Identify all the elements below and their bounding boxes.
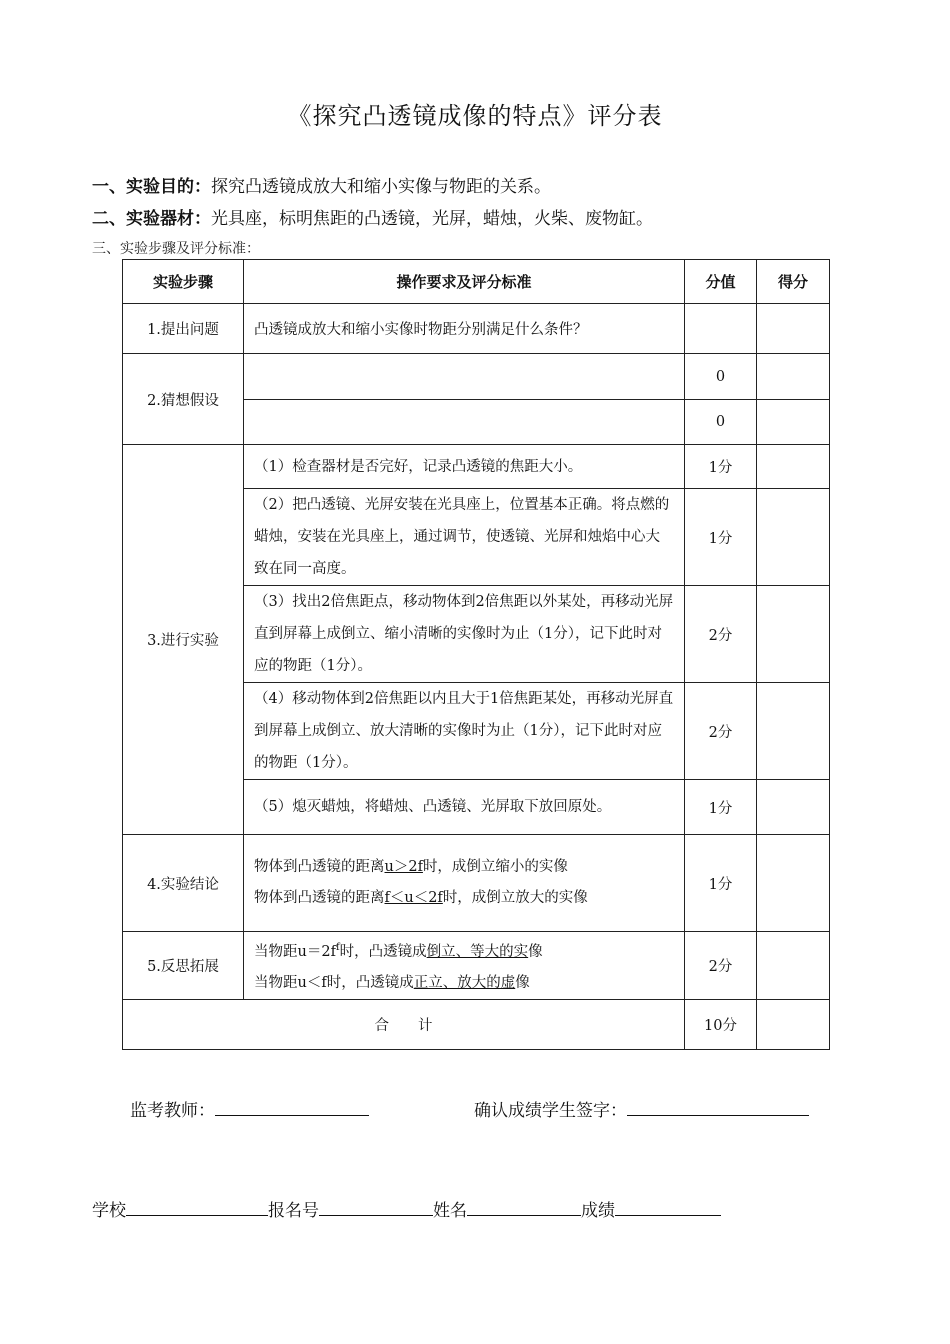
- total-score-cell[interactable]: [757, 999, 830, 1049]
- total-points: 10分: [685, 999, 757, 1049]
- step-name: 3.进行实验: [123, 445, 244, 835]
- conclusion-condition: u＞2f: [384, 859, 423, 875]
- score-cell[interactable]: [757, 354, 830, 400]
- reflection-text: 像: [515, 974, 530, 991]
- header-step: 实验步骤: [123, 260, 244, 304]
- teacher-signature: [130, 1096, 369, 1121]
- reg-no-label: 报名号: [268, 1201, 319, 1221]
- step-name: 2.猜想假设: [123, 354, 244, 445]
- reg-no-field[interactable]: [319, 1197, 433, 1216]
- table-row: [123, 835, 830, 932]
- header-row: [123, 260, 830, 304]
- header-score: 得分: [757, 260, 830, 304]
- step-requirement: （4）移动物体到2倍焦距以内且大于1倍焦距某处，再移动光屏直到屏幕上成倒立、放大清晰的实像时为止（1分），记下此时对应的物距（1分）。: [244, 683, 685, 780]
- hypothesis-cell[interactable]: [244, 400, 685, 445]
- student-signature: [474, 1096, 809, 1121]
- teacher-label: 监考教师：: [130, 1101, 215, 1121]
- reflection-text: 当物距u＝2f: [254, 943, 336, 960]
- step-requirement: [244, 932, 685, 1000]
- points-cell: 2分: [685, 932, 757, 1000]
- conclusion-text: 时，成倒立放大的实像: [442, 890, 588, 906]
- hypothesis-cell[interactable]: [244, 354, 685, 400]
- footer-fields: [92, 1196, 721, 1221]
- conclusion-line-1: [254, 852, 674, 883]
- points-cell: 0: [685, 354, 757, 400]
- reflection-text: 像: [528, 943, 543, 960]
- score-cell[interactable]: [757, 400, 830, 445]
- reflection-answer: 正立、放大的虚: [413, 974, 516, 991]
- score-cell[interactable]: [757, 683, 830, 780]
- purpose-text: 探究凸透镜成放大和缩小实像与物距的关系。: [211, 177, 551, 197]
- name-label: 姓名: [433, 1201, 467, 1221]
- points-cell: 2分: [685, 683, 757, 780]
- student-label: 确认成绩学生签字：: [474, 1101, 627, 1121]
- points-cell: 0: [685, 400, 757, 445]
- step-requirement: （2）把凸透镜、光屏安装在光具座上，位置基本正确。将点燃的蜡烛，安装在光具座上，通过调节，使透镜、光屏和烛焰中心大致在同一高度。: [244, 489, 685, 586]
- page-title: 《探究凸透镜成像的特点》评分表: [287, 102, 663, 130]
- reflection-text: 当物距u＜f时，凸透镜成: [254, 974, 414, 991]
- step-requirement: （1）检查器材是否完好，记录凸透镜的焦距大小。: [244, 445, 685, 489]
- reflection-line-2: [254, 968, 674, 999]
- equipment-line: [92, 204, 653, 229]
- table-row: [123, 354, 830, 400]
- equipment-text: 光具座，标明焦距的凸透镜，光屏，蜡烛，火柴、废物缸。: [211, 209, 653, 229]
- step-requirement: [244, 835, 685, 932]
- school-field[interactable]: [126, 1197, 268, 1216]
- points-cell: 1分: [685, 445, 757, 489]
- score-cell[interactable]: [757, 304, 830, 354]
- reflection-line-1: [254, 932, 674, 968]
- score-cell[interactable]: [757, 835, 830, 932]
- conclusion-text: 物体到凸透镜的距离: [254, 890, 385, 906]
- table-row: [123, 304, 830, 354]
- score-cell[interactable]: [757, 586, 830, 683]
- score-cell[interactable]: [757, 780, 830, 835]
- table-row: [123, 445, 830, 489]
- teacher-signature-line[interactable]: [215, 1097, 369, 1116]
- points-cell: 2分: [685, 586, 757, 683]
- step-requirement: （5）熄灭蜡烛，将蜡烛、凸透镜、光屏取下放回原处。: [244, 780, 685, 835]
- grade-field[interactable]: [615, 1197, 721, 1216]
- equipment-label: 二、实验器材：: [92, 209, 211, 229]
- score-cell[interactable]: [757, 445, 830, 489]
- header-points: 分值: [685, 260, 757, 304]
- purpose-line: [92, 172, 551, 197]
- name-field[interactable]: [467, 1197, 581, 1216]
- grade-label: 成绩: [581, 1201, 615, 1221]
- table-row: [123, 932, 830, 1000]
- step-name: 5.反思拓展: [123, 932, 244, 1000]
- points-cell: 1分: [685, 780, 757, 835]
- school-label: 学校: [92, 1201, 126, 1221]
- conclusion-text: 时，成倒立缩小的实像: [422, 859, 568, 875]
- step-name: 1.提出问题: [123, 304, 244, 354]
- scoring-table: [122, 259, 830, 1050]
- step-requirement: （3）找出2倍焦距点，移动物体到2倍焦距以外某处，再移动光屏直到屏幕上成倒立、缩小清晰的实像时为止（1分），记下此时对应的物距（1分）。: [244, 586, 685, 683]
- reflection-superscript: f: [335, 942, 340, 953]
- conclusion-condition: f＜u＜2f: [384, 890, 443, 906]
- points-cell: 1分: [685, 489, 757, 586]
- step-requirement: 凸透镜成放大和缩小实像时物距分别满足什么条件？: [244, 304, 685, 354]
- conclusion-line-2: [254, 883, 674, 914]
- score-cell[interactable]: [757, 489, 830, 586]
- reflection-text: 时，凸透镜成: [339, 943, 427, 960]
- score-cell[interactable]: [757, 932, 830, 1000]
- student-signature-line[interactable]: [627, 1097, 809, 1116]
- step-name: 4.实验结论: [123, 835, 244, 932]
- total-row: [123, 999, 830, 1049]
- points-cell: [685, 304, 757, 354]
- purpose-label: 一、实验目的：: [92, 177, 211, 197]
- points-cell: 1分: [685, 835, 757, 932]
- total-label: 合 计: [123, 999, 685, 1049]
- conclusion-text: 物体到凸透镜的距离: [254, 859, 385, 875]
- reflection-answer: 倒立、等大的实: [426, 943, 529, 960]
- header-requirement: 操作要求及评分标准: [244, 260, 685, 304]
- steps-label: 三、实验步骤及评分标准：: [92, 241, 260, 257]
